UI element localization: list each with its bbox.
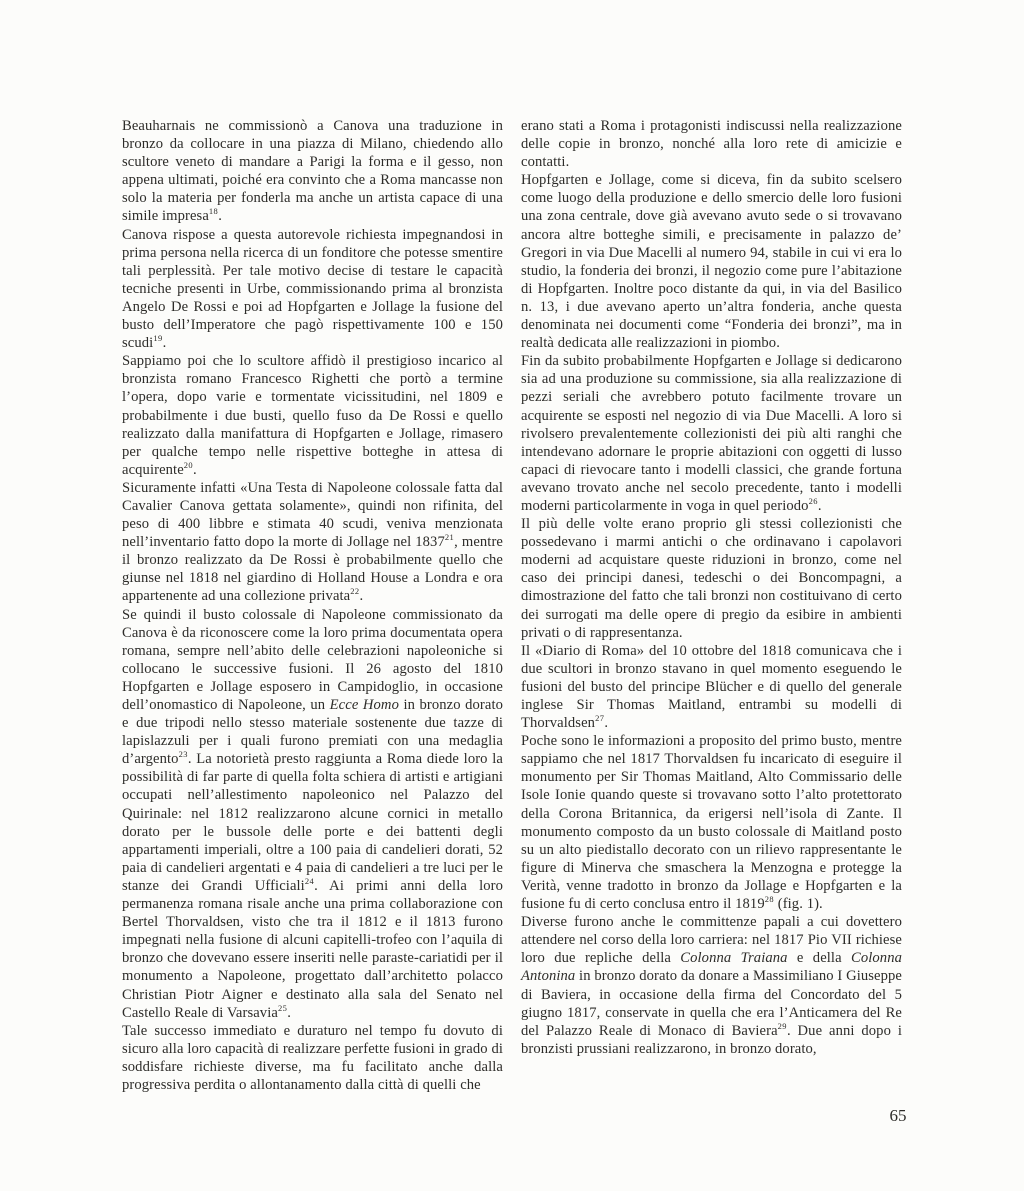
footnote-reference: 27 xyxy=(595,713,605,724)
page-number: 65 xyxy=(889,1106,907,1125)
paragraph: Poche sono le informazioni a proposito del primo busto, mentre sappiamo che nel 1817 Thorvaldsen fu incaricato di eseguire il monumento per Sir Thomas Maitland, Alto Commissario delle Isole Ionie quando queste si trovavano sotto l’alto protettorato della Corona Britannica, da erigersi nell’isola di Zante. Il monumento composto da un busto colossale di Maitland posto su un alto piedistallo decorato con un rilievo rappresentante le figure di Minerva che smaschera la Menzogna e protegge la Verità, venne tradotto in bronzo da Jollage e Hopfgarten e la fusione fu di certo conclusa entro il 1819$^{28}$ (fig. 1). xyxy=(521,733,902,913)
paragraph: Se quindi il busto colossale di Napoleone commissionato da Canova è da riconoscere come la loro prima documentata opera romana, sempre nell’abito delle celebrazioni napoleoniche si collocano le successive fusioni. Il 26 agosto del 1810 Hopfgarten e Jollage esposero in Campidoglio, in occasione dell’onomastico di Napoleone, un Ecce Homo in bronzo dorato e due tripodi nello stesso materiale sostenente due tazze di lapislazzuli per i quali furono premiati con una medaglia d’argento$^{23}$. La notorietà presto raggiunta a Roma diede loro la possibilità di far parte di quella folta schiera di artisti e artigiani occupati nell’allestimento napoleonico nel Palazzo del Quirinale: nel 1812 realizzarono alcune cornici in metallo dorato per le bussole delle porte e dei battenti degli appartamenti imperiali, oltre a 100 paia di candelieri dorati, 52 paia di candelieri argentati e 4 paia di candelieri a tre luci per le stanze dei Grandi Ufficiali$^{24}$. Ai primi anni della loro permanenza romana risale anche una prima collaborazione con Bertel Thorvaldsen, visto che tra il 1812 e il 1813 furono impegnati nella fusione di alcuni capitelli-trofeo con l’aquila di bronzo che dovevano essere inseriti nelle paraste-cariatidi per il monumento a Napoleone, progettato dall’architetto polacco Christian Piotr Aigner e destinato alla sala del Senato nel Castello Reale di Varsavia$^{25}$. xyxy=(122,606,503,1021)
italic-work-title: Colonna Traiana xyxy=(680,950,788,967)
text-column-left xyxy=(122,117,503,1094)
footnote-reference: 20 xyxy=(183,459,194,470)
footnote-reference: 29 xyxy=(777,1020,787,1031)
paragraph: Hopfgarten e Jollage, come si diceva, fin da subito scelsero come luogo della produzione e dello smercio delle loro fusioni una zona centrale, dove già avevano avuto sede o si trovavano ancora altre botteghe simili, e precisamente in palazzo de’ Gregori in via Due Macelli al numero 94, stabile in cui vi era lo studio, la fonderia dei bronzi, il negozio come pure l’abitazione di Hopfgarten. Inoltre poco distante da qui, in via del Basilico n. 13, i due avevano aperto un’altra fonderia, anche questa denominata nei documenti come “Fonderia dei bronzi”, ma in realtà dedicata alle realizzazioni in piombo. xyxy=(521,172,902,352)
paragraph: Sicuramente infatti «Una Testa di Napoleone colossale fatta dal Cavalier Canova gettata solamente», quindi non rifinita, del peso di 400 libbre e stimata 40 scudi, veniva menzionata nell’inventario fatto dopo la morte di Jollage nel 1837$^{21}$, mentre il bronzo realizzato da De Rossi è probabilmente quello che giunse nel 1818 nel giardino di Holland House a Londra e ora appartenente ad una collezione privata$^{22}$. xyxy=(122,479,503,605)
footnote-reference: 23 xyxy=(178,749,188,760)
paragraph: Diverse furono anche le committenze papali a cui dovettero attendere nel corso della loro carriera: nel 1817 Pio VII richiese loro due repliche della Colonna Traiana e della Colonna Antonina in bronzo dorato da donare a Massimiliano I Giuseppe di Baviera, in occasione della firma del Concordato del 5 giugno 1817, conservate in quella che era l’Anticamera del Re del Palazzo Reale di Monaco di Baviera$^{29}$. Due anni dopo i bronzisti prussiani realizzarono, in bronzo dorato, xyxy=(521,914,902,1057)
paragraph: Il «Diario di Roma» del 10 ottobre del 1818 comunicava che i due scultori in bronzo stavano in quel momento eseguendo le fusioni del busto del principe Blücher e di quello del generale inglese Sir Thomas Maitland, entrambi su modelli di Thorvaldsen$^{27}$. xyxy=(521,642,902,732)
paragraph: Fin da subito probabilmente Hopfgarten e Jollage si dedicarono sia ad una produzione su commissione, sia alla realizzazione di pezzi seriali che avrebbero potuto facilmente trovare un acquirente se esposti nel negozio di via Due Macelli. A loro si rivolsero prevalentemente collezionisti dei più alti ranghi che intendevano adornare le proprie abitazioni con oggetti di lusso capaci di rievocare tanto i modelli classici, che grande fortuna avevano trovato anche nel secolo precedente, tanto i modelli moderni particolarmente in voga in quel periodo$^{26}$. xyxy=(521,353,902,514)
paragraph: Tale successo immediato e duraturo nel tempo fu dovuto di sicuro alla loro capacità di realizzare perfette fusioni in grado di soddisfare richieste diverse, ma fu facilitato anche dalla progressiva perdita o allontanamento dalla città di quelli che xyxy=(122,1022,503,1093)
footnote-reference: 26 xyxy=(808,496,818,507)
footnote-reference: 28 xyxy=(764,894,774,905)
paragraph: Beauharnais ne commissionò a Canova una traduzione in bronzo da collocare in una piazza di Milano, chiedendo allo scultore veneto di mandare a Parigi la forma e il gesso, non appena ultimati, poiché era convinto che a Roma mancasse non solo la materia per fonderla ma anche un artista capace di una simile impresa$^{18}$. xyxy=(122,118,503,225)
footnote-reference: 25 xyxy=(277,1002,288,1013)
footnote-reference: 24 xyxy=(304,876,315,887)
italic-work-title: Colonna Antonina xyxy=(521,950,902,985)
text-column-right xyxy=(521,117,902,1058)
paragraph: Sappiamo poi che lo scultore affidò il prestigioso incarico al bronzista romano Francesco Righetti che portò a termine l’opera, dopo varie e tormentate vicissitudini, nel 1809 e probabilmente i due busti, quello fuso da De Rossi e quello realizzato dalla manifattura di Hopfgarten e Jollage, rimasero per qualche tempo nelle rispettive botteghe in attesa di acquirente$^{20}$. xyxy=(122,353,503,478)
footnote-reference: 19 xyxy=(153,333,163,344)
italic-work-title: Ecce Homo xyxy=(329,697,399,713)
paragraph: Canova rispose a questa autorevole richiesta impegnandosi in prima persona nella ricerca di un fonditore che potesse smentire tali perplessità. Per tale motivo decise di testare le capacità tecniche presenti in Urbe, commissionando prima al bronzista Angelo De Rossi e poi ad Hopfgarten e Jollage la fusione del busto dell’Imperatore che pagò rispettivamente 100 e 150 scudi$^{19}$. xyxy=(122,226,503,352)
footnote-reference: 18 xyxy=(208,206,219,217)
footnote-reference: 22 xyxy=(350,586,360,597)
footnote-reference: 21 xyxy=(444,532,455,543)
paragraph: erano stati a Roma i protagonisti indiscussi nella realizzazione delle copie in bronzo, nonché alla loro rete di amicizie e contatti. xyxy=(521,118,902,171)
paragraph: Il più delle volte erano proprio gli stessi collezionisti che possedevano i marmi antichi o che ordinavano i capolavori moderni ad acquistare queste riduzioni in bronzo, come nel caso dei principi danesi, tedeschi o dei Boncompagni, a dimostrazione del fatto che tali bronzi non costituivano di certo dei surrogati ma delle opere di pregio da esibire in ambienti privati o di rappresentanza. xyxy=(521,516,902,641)
